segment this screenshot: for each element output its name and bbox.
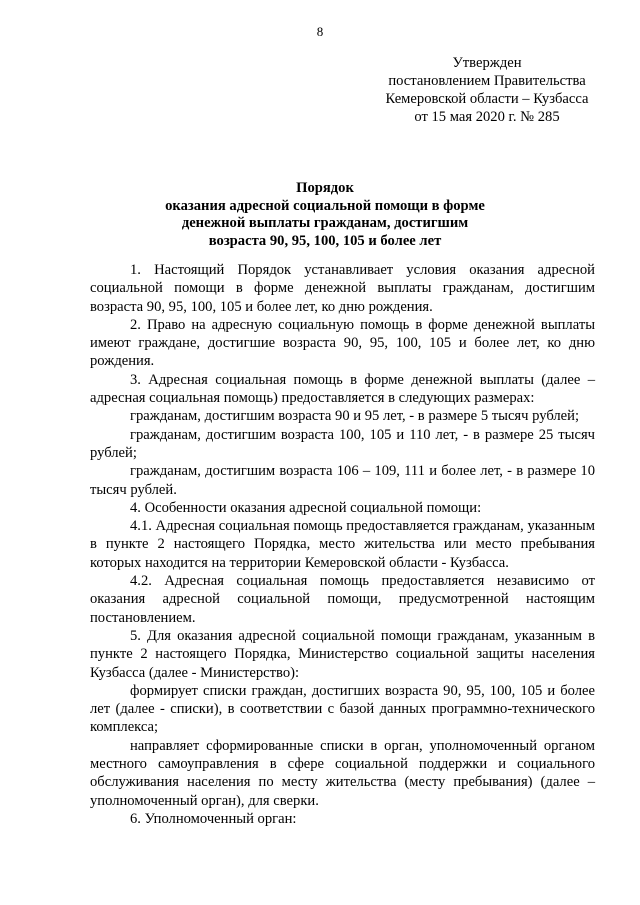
paragraph-6: 6. Уполномоченный орган: (130, 810, 297, 827)
approval-line: Утвержден (452, 55, 522, 71)
paragraph-5: 5. Для оказания адресной социальной помощи гражданам, указанным в пункте 2 настоящего Порядка, Министерство социальной защиты населения Кузбасса (далее - Министерство): (90, 627, 595, 681)
title-line: оказания адресной социальной помощи в форме (165, 197, 485, 214)
paragraph-1: 1. Настоящий Порядок устанавливает условия оказания адресной социальной помощи в форме денежной выплаты гражданам, достигшим возраста 90, 95, 100, 105 и более лет, ко дню рождения. (90, 262, 595, 315)
paragraph-3-item-3: гражданам, достигшим возраста 106 – 109, 111 и более лет, - в размере 10 тысяч рублей. (90, 463, 595, 498)
paragraph-4: 4. Особенности оказания адресной социальной помощи: (130, 499, 482, 516)
approval-line: постановлением Правительства (388, 73, 586, 89)
paragraph-4-2: 4.2. Адресная социальная помощь предоставляется независимо от оказания адресной социальной помощи, предусмотренной настоящим постановлением. (90, 573, 595, 626)
page-number: 8 (316, 24, 324, 39)
paragraph-3: 3. Адресная социальная помощь в форме денежной выплаты (далее – адресная социальная помощь) предоставляется в следующих размерах: (90, 371, 595, 407)
title-line: денежной выплаты гражданам, достигшим (181, 215, 469, 231)
paragraph-5-item-2: направляет сформированные списки в орган, уполномоченный органом местного самоуправления в сфере социальной поддержки и социального обслуживания населения по месту жительства (месту пребывания) (далее – уполномоченный орган), для сверки. (90, 737, 595, 809)
approval-block (372, 54, 602, 126)
document-title (100, 180, 550, 250)
paragraph-2: 2. Право на адресную социальную помощь в форме денежной выплаты имеют граждане, достигшие возраста 90, 95, 100, 105 и более лет, ко дню рождения. (90, 316, 595, 370)
paragraph-3-item-1: гражданам, достигшим возраста 90 и 95 лет, - в размере 5 тысяч рублей; (130, 408, 580, 425)
approval-line: от 15 мая 2020 г. № 285 (414, 109, 560, 125)
approval-line: Кемеровской области – Кузбасса (385, 91, 589, 107)
document-body (90, 261, 595, 828)
title-line: Порядок (296, 180, 354, 196)
paragraph-5-item-1: формирует списки граждан, достигших возраста 90, 95, 100, 105 и более лет (далее - списки), в соответствии с базой данных программно-технического комплекса; (90, 682, 595, 736)
title-line: возраста 90, 95, 100, 105 и более лет (208, 232, 442, 249)
paragraph-3-item-2: гражданам, достигшим возраста 100, 105 и 110 лет, - в размере 25 тысяч рублей; (90, 426, 595, 461)
paragraph-4-1: 4.1. Адресная социальная помощь предоставляется гражданам, указанным в пункте 2 настоящего Порядка, место жительства или место пребывания которых находится на территории Кемеровской области - Кузбасса. (90, 518, 595, 571)
